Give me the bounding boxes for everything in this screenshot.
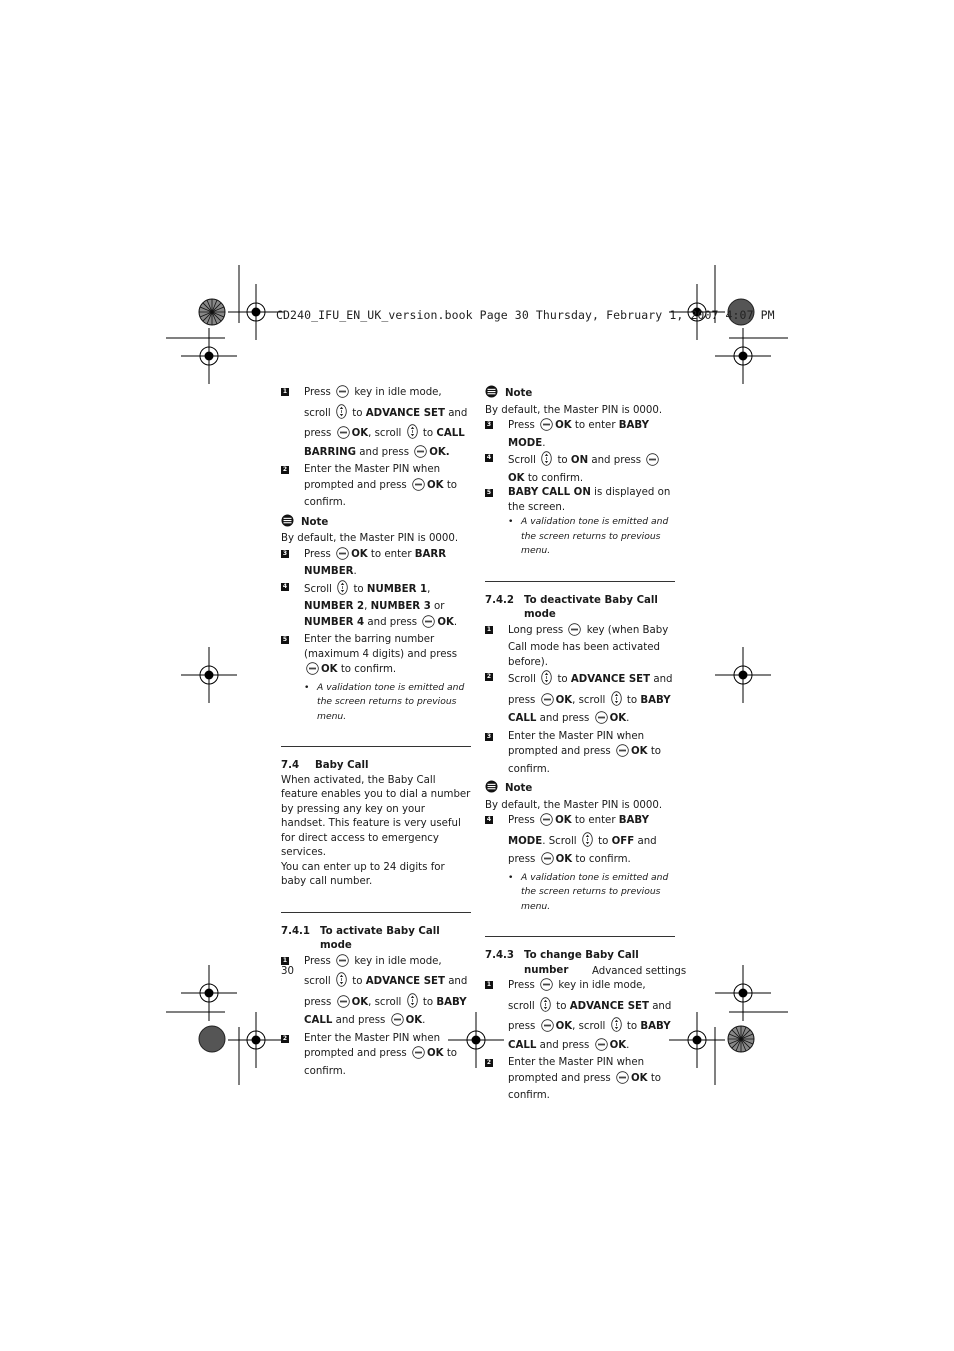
menu-key-icon xyxy=(540,978,553,997)
menu-key-icon xyxy=(540,418,553,437)
scroll-key-icon xyxy=(540,997,551,1018)
page-number: 30 xyxy=(281,966,294,977)
registration-mark-icon xyxy=(181,328,237,384)
step-number: 4 xyxy=(486,454,492,461)
menu-key-icon xyxy=(414,445,427,464)
divider xyxy=(485,936,675,937)
scroll-key-icon xyxy=(407,424,418,445)
step-5: 5 BABY CALL ON is displayed on the screen. xyxy=(486,487,671,513)
note-icon xyxy=(485,780,498,799)
subsection-heading: 7.4.2 To deactivate Baby Call mode xyxy=(485,594,658,620)
menu-key-icon xyxy=(595,711,608,730)
menu-key-icon xyxy=(336,547,349,566)
note-heading: Note xyxy=(281,514,471,533)
step-number: 2 xyxy=(282,466,288,473)
menu-key-icon xyxy=(306,662,319,681)
menu-key-icon xyxy=(337,995,350,1014)
scroll-key-icon xyxy=(336,972,347,993)
step-number: 5 xyxy=(486,489,492,496)
registration-mark-icon xyxy=(199,299,225,325)
note-text: By default, the Master PIN is 0000. xyxy=(485,799,663,811)
step-3: 3 Enter the Master PIN when prompted and press OK to confirm. xyxy=(486,730,662,775)
scroll-key-icon xyxy=(611,691,622,712)
divider xyxy=(485,581,675,582)
registration-mark-icon xyxy=(181,965,237,1021)
menu-key-icon xyxy=(541,852,554,871)
step-number: 4 xyxy=(282,582,288,590)
step-number: 1 xyxy=(282,388,288,395)
step-2: 2 Enter the Master PIN when prompted and press OK to confirm. xyxy=(282,464,458,508)
step-number: 2 xyxy=(486,1059,492,1066)
step-2: 2 Scroll to ADVANCE SET and press OK, scroll to BABY CALL and press OK. xyxy=(485,670,675,730)
registration-mark-icon xyxy=(669,1012,725,1068)
bullet-item: • A validation tone is emitted and the screen returns to previous menu. xyxy=(281,681,471,725)
step-number: 1 xyxy=(486,625,492,633)
step-number: 1 xyxy=(282,956,288,964)
divider xyxy=(281,912,471,913)
registration-mark-icon xyxy=(728,1026,754,1052)
right-column xyxy=(485,385,675,1104)
step-number: 4 xyxy=(486,816,492,823)
step-1: 1 Press key in idle mode, scroll to ADVANCE SET and press OK, scroll to CALL BARRING and press OK. xyxy=(281,385,471,463)
scroll-key-icon xyxy=(582,832,593,853)
step-2: 2 Enter the Master PIN when prompted and press OK to confirm. xyxy=(486,1057,662,1101)
paragraph: When activated, the Baby Call feature enables you to dial a number by pressing any key on your handset. This feature is very useful for direct access to emergency services. xyxy=(281,774,471,858)
left-column xyxy=(281,385,471,1079)
note-heading: Note xyxy=(485,385,675,404)
note-icon xyxy=(485,385,498,404)
step-1: 1 Long press key (when Baby Call mode has been activated before). xyxy=(486,624,669,668)
step-number: 5 xyxy=(282,636,288,643)
registration-mark-icon xyxy=(228,1012,284,1068)
step-number: 3 xyxy=(282,549,288,557)
menu-key-icon xyxy=(568,623,581,642)
bullet-item: • A validation tone is emitted and the screen returns to previous menu. xyxy=(485,515,675,559)
step-number: 2 xyxy=(486,673,492,680)
bullet-item: • A validation tone is emitted and the screen returns to previous menu. xyxy=(485,871,675,915)
scroll-key-icon xyxy=(337,580,348,601)
page-header: CD240_IFU_EN_UK_version.book Page 30 Thursday, February 1, 2007 4:07 PM xyxy=(276,308,775,322)
menu-key-icon xyxy=(336,385,349,404)
menu-key-icon xyxy=(646,453,659,472)
note-text: By default, the Master PIN is 0000. xyxy=(281,533,459,544)
scroll-key-icon xyxy=(541,451,552,472)
registration-mark-icon xyxy=(181,647,237,703)
step-5: 5 Enter the barring number (maximum 4 digits) and press OK to confirm. xyxy=(281,633,471,681)
registration-mark-icon xyxy=(199,1026,225,1052)
step-number: 3 xyxy=(486,421,492,428)
step-number: 1 xyxy=(486,981,492,988)
footer-section: Advanced settings xyxy=(592,966,687,977)
subsection-heading: 7.4.3 To change Baby Call number xyxy=(485,950,639,976)
menu-key-icon xyxy=(422,615,435,634)
scroll-key-icon xyxy=(407,993,418,1014)
step-1: 1 Press key in idle mode, scroll to ADVANCE SET and press OK, scroll to BABY CALL and press OK. xyxy=(281,954,471,1032)
divider xyxy=(281,746,471,747)
menu-key-icon xyxy=(616,1071,629,1090)
step-4: 4 Press OK to enter BABY MODE. Scroll to OFF and press OK to confirm. xyxy=(485,813,675,871)
paragraph: You can enter up to 24 digits for baby call number. xyxy=(281,861,445,887)
scroll-key-icon xyxy=(336,404,347,425)
menu-key-icon xyxy=(337,426,350,445)
note-text: By default, the Master PIN is 0000. xyxy=(485,404,663,416)
section-heading: 7.4 Baby Call xyxy=(281,760,369,771)
registration-mark-icon xyxy=(715,647,771,703)
note-icon xyxy=(281,514,294,533)
step-3: 3 Press OK to enter BABY MODE. xyxy=(486,420,649,449)
menu-key-icon xyxy=(336,954,349,973)
menu-key-icon xyxy=(541,1019,554,1038)
step-4: 4 Scroll to ON and press OK to confirm. xyxy=(485,451,675,486)
step-1: 1 Press key in idle mode, scroll to ADVANCE SET and press OK, scroll to BABY CALL and press OK. xyxy=(485,978,675,1056)
step-3: 3 Press OK to enter BARR NUMBER. xyxy=(282,548,447,577)
scroll-key-icon xyxy=(611,1017,622,1038)
menu-key-icon xyxy=(616,744,629,763)
scroll-key-icon xyxy=(541,670,552,691)
step-2: 2 Enter the Master PIN when prompted and press OK to confirm. xyxy=(282,1032,458,1077)
note-heading: Note xyxy=(485,780,675,799)
step-4: 4 Scroll to NUMBER 1, NUMBER 2, NUMBER 3 or NUMBER 4 and press OK. xyxy=(281,580,471,634)
step-number: 3 xyxy=(486,732,492,740)
menu-key-icon xyxy=(595,1038,608,1057)
menu-key-icon xyxy=(540,813,553,832)
step-number: 2 xyxy=(282,1034,288,1042)
registration-mark-icon xyxy=(715,328,771,384)
menu-key-icon xyxy=(412,1046,425,1065)
registration-mark-icon xyxy=(715,965,771,1021)
menu-key-icon xyxy=(541,693,554,712)
menu-key-icon xyxy=(391,1013,404,1032)
subsection-heading: 7.4.1 To activate Baby Call mode xyxy=(281,925,440,951)
menu-key-icon xyxy=(412,478,425,497)
